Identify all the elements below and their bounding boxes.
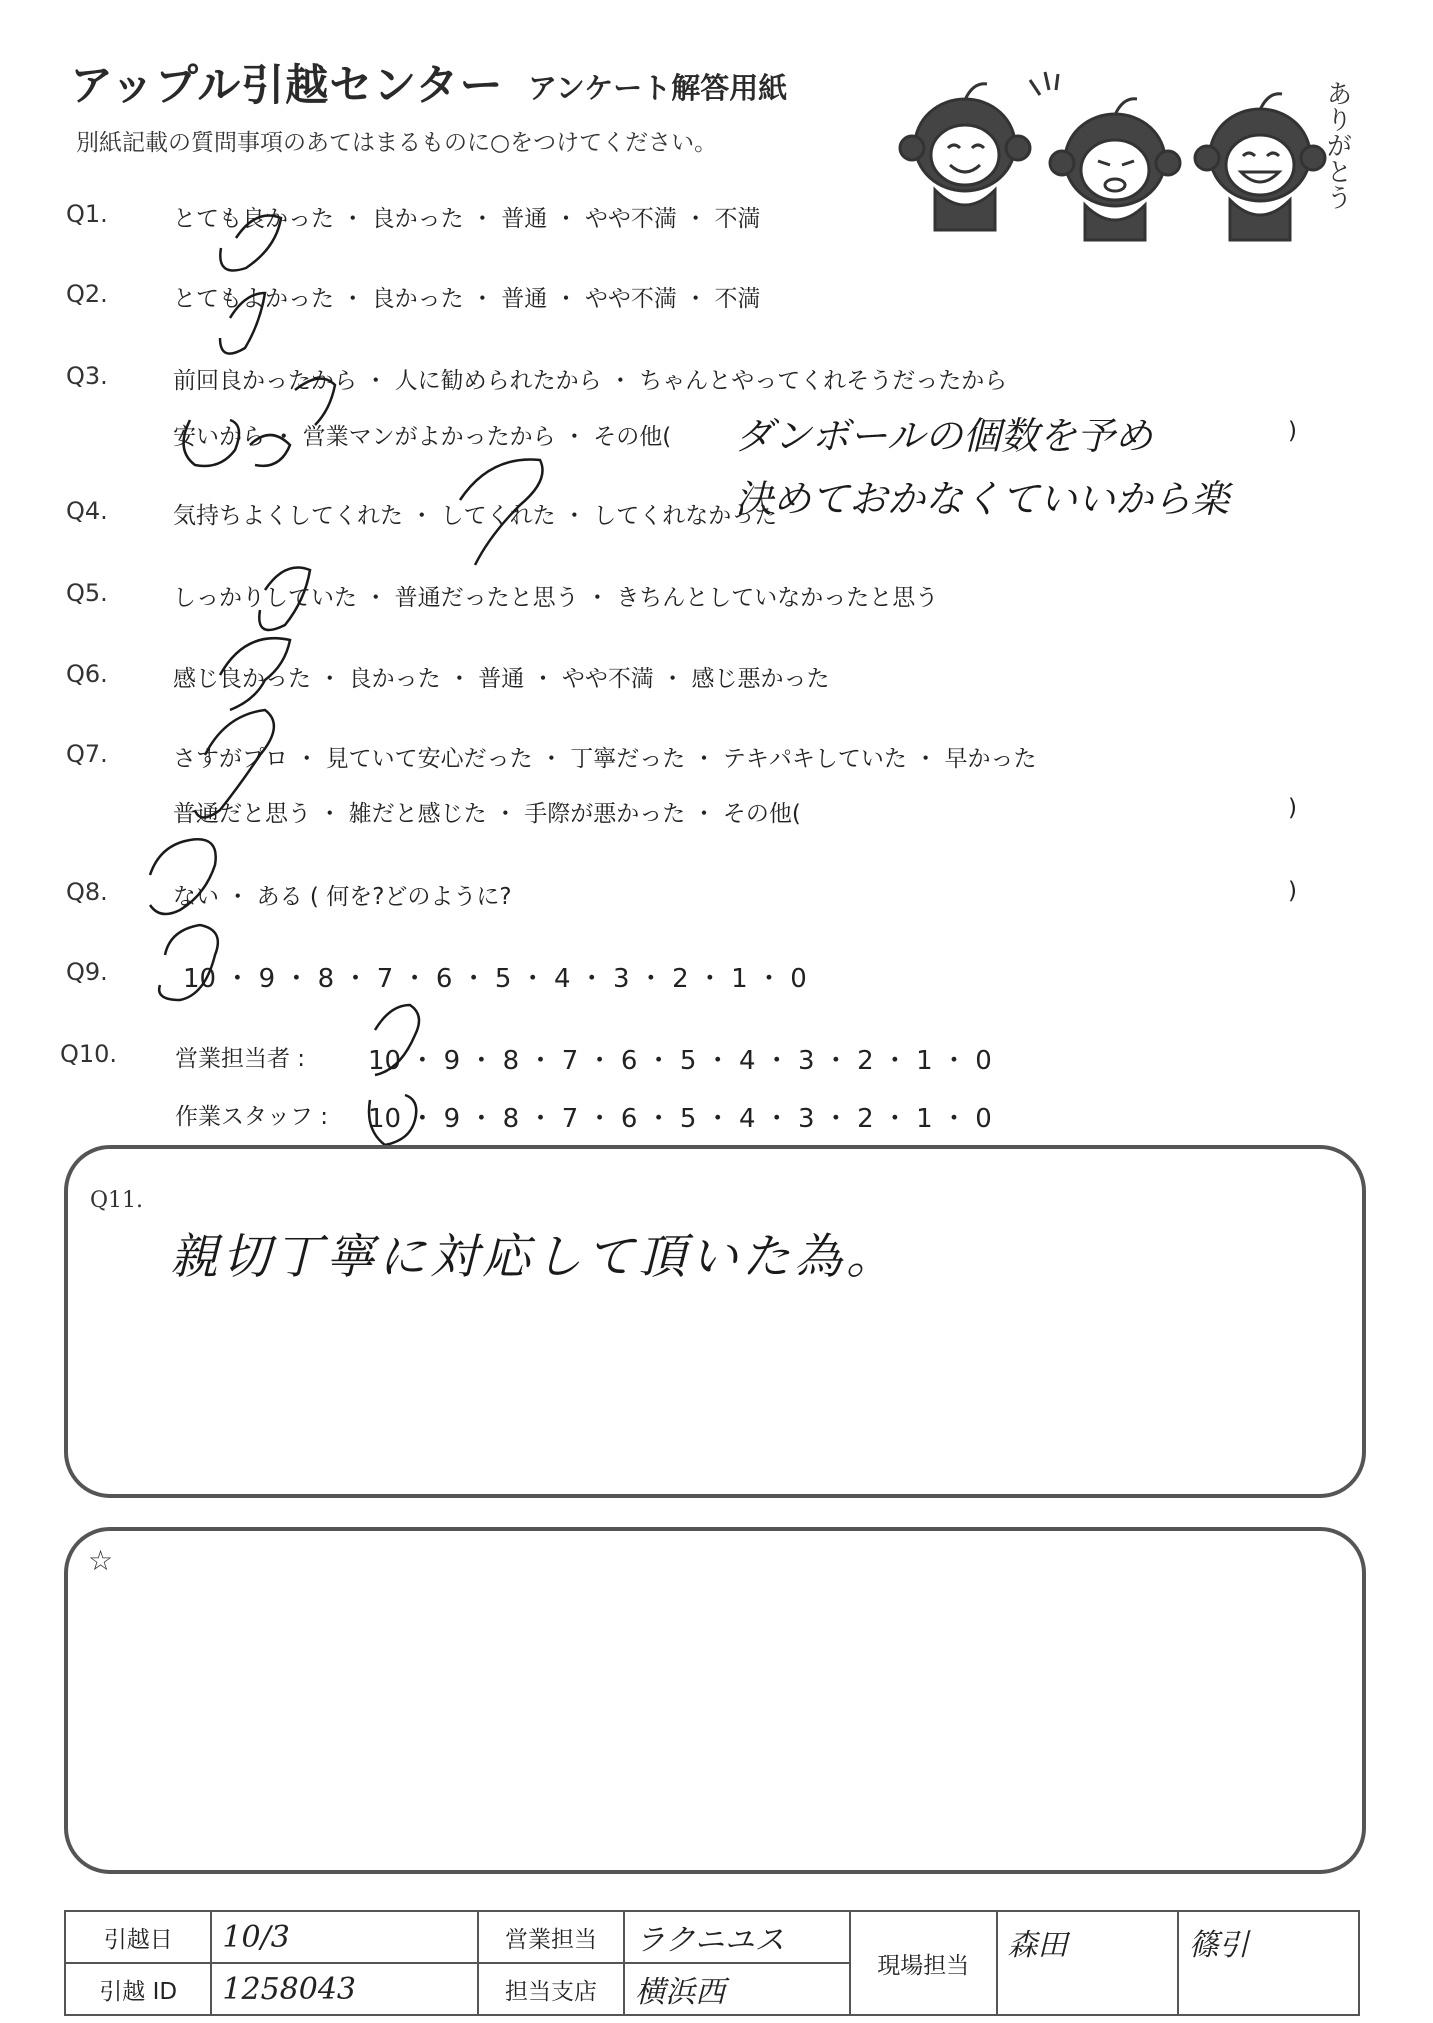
sales-rep-value: ラクニユス bbox=[624, 1911, 850, 1963]
branch-label: 担当支店 bbox=[478, 1963, 624, 2015]
q8-number: Q8. bbox=[66, 878, 108, 906]
q3-options-line2[interactable]: 安いから ・ 営業マンがよかったから ・ その他( bbox=[173, 424, 672, 450]
site-rep-value-1: 森田 bbox=[997, 1911, 1178, 2015]
q2-options[interactable]: とてもよかった ・ 良かった ・ 普通 ・ やや不満 ・ 不満 bbox=[173, 286, 761, 312]
site-rep-value-2: 篠引 bbox=[1178, 1911, 1359, 2015]
q4-number: Q4. bbox=[66, 497, 108, 525]
q1-options[interactable]: とても良かった ・ 良かった ・ 普通 ・ やや不満 ・ 不満 bbox=[173, 206, 761, 232]
q9-scale[interactable]: 10 ・ 9 ・ 8 ・ 7 ・ 6 ・ 5 ・ 4 ・ 3 ・ 2 ・ 1 ・ 0 bbox=[183, 964, 807, 994]
sales-rep-label: 営業担当 bbox=[478, 1911, 624, 1963]
company-brand: アップル引越センター bbox=[70, 61, 504, 111]
q11-label: Q11. bbox=[90, 1188, 144, 1213]
q9-number: Q9. bbox=[66, 958, 108, 986]
q8-options[interactable]: ない ・ ある ( 何を?どのように? bbox=[173, 884, 512, 910]
move-date-label: 引越日 bbox=[65, 1911, 211, 1963]
q5-options[interactable]: しっかりしていた ・ 普通だったと思う ・ きちんとしていなかったと思う bbox=[173, 585, 939, 611]
q8-paren-close: ) bbox=[1288, 878, 1297, 904]
q11-handwritten-answer: 親切丁寧に対応して頂いた為。 bbox=[170, 1229, 899, 1285]
q10-staff-scale[interactable]: 10 ・ 9 ・ 8 ・ 7 ・ 6 ・ 5 ・ 4 ・ 3 ・ 2 ・ 1 ・ 0 bbox=[368, 1104, 992, 1134]
move-info-table bbox=[64, 1910, 1360, 2016]
move-date-value: 10/3 bbox=[211, 1911, 477, 1963]
q4-options[interactable]: 気持ちよくしてくれた ・ してくれた ・ してくれなかった bbox=[173, 503, 778, 529]
q7-number: Q7. bbox=[66, 740, 108, 768]
q11-comment-box[interactable] bbox=[64, 1145, 1366, 1498]
q3-other-handwritten-line1: ダンボールの個数を予め bbox=[735, 414, 1153, 458]
q3-number: Q3. bbox=[66, 362, 108, 390]
form-instruction: 別紙記載の質問事項のあてはまるものに○をつけてください。 bbox=[76, 130, 718, 156]
q7-options-line1[interactable]: さすがプロ ・ 見ていて安心だった ・ 丁寧だった ・ テキパキしていた ・ 早かった bbox=[173, 746, 1037, 772]
q6-options[interactable]: 感じ良かった ・ 良かった ・ 普通 ・ やや不満 ・ 感じ悪かった bbox=[173, 666, 830, 692]
form-subtitle: アンケート解答用紙 bbox=[528, 71, 788, 105]
q7-paren-close: ) bbox=[1288, 795, 1297, 821]
move-id-label: 引越 ID bbox=[65, 1963, 211, 2015]
star-icon: ☆ bbox=[88, 1544, 114, 1577]
q3-other-handwritten-line2: 決めておかなくていいから楽 bbox=[735, 477, 1230, 521]
q10-sales-scale[interactable]: 10 ・ 9 ・ 8 ・ 7 ・ 6 ・ 5 ・ 4 ・ 3 ・ 2 ・ 1 ・ 0 bbox=[368, 1046, 992, 1076]
monkey-3-icon bbox=[1195, 94, 1325, 240]
q1-number: Q1. bbox=[66, 200, 108, 228]
q10-staff-label: 作業スタッフ : bbox=[175, 1104, 329, 1130]
branch-value: 横浜西 bbox=[624, 1963, 850, 2015]
q3-paren-close: ) bbox=[1288, 418, 1297, 444]
monkey-2-icon bbox=[1050, 99, 1180, 240]
free-comment-box[interactable] bbox=[64, 1527, 1366, 1874]
q10-number: Q10. bbox=[60, 1040, 118, 1068]
q7-options-line2[interactable]: 普通だと思う ・ 雑だと感じた ・ 手際が悪かった ・ その他( bbox=[173, 801, 801, 827]
move-id-value: 1258043 bbox=[211, 1963, 477, 2015]
monkey-1-icon bbox=[900, 84, 1030, 230]
site-rep-label: 現場担当 bbox=[850, 1911, 996, 2015]
monkey-mascots-illustration bbox=[880, 60, 1350, 260]
q6-number: Q6. bbox=[66, 660, 108, 688]
q10-sales-label: 営業担当者 : bbox=[175, 1046, 306, 1072]
q5-number: Q5. bbox=[66, 579, 108, 607]
thanks-message: ありがとう bbox=[1322, 80, 1352, 210]
q3-options-line1[interactable]: 前回良かったから ・ 人に勧められたから ・ ちゃんとやってくれそうだったから bbox=[173, 368, 1008, 394]
q2-number: Q2. bbox=[66, 280, 108, 308]
